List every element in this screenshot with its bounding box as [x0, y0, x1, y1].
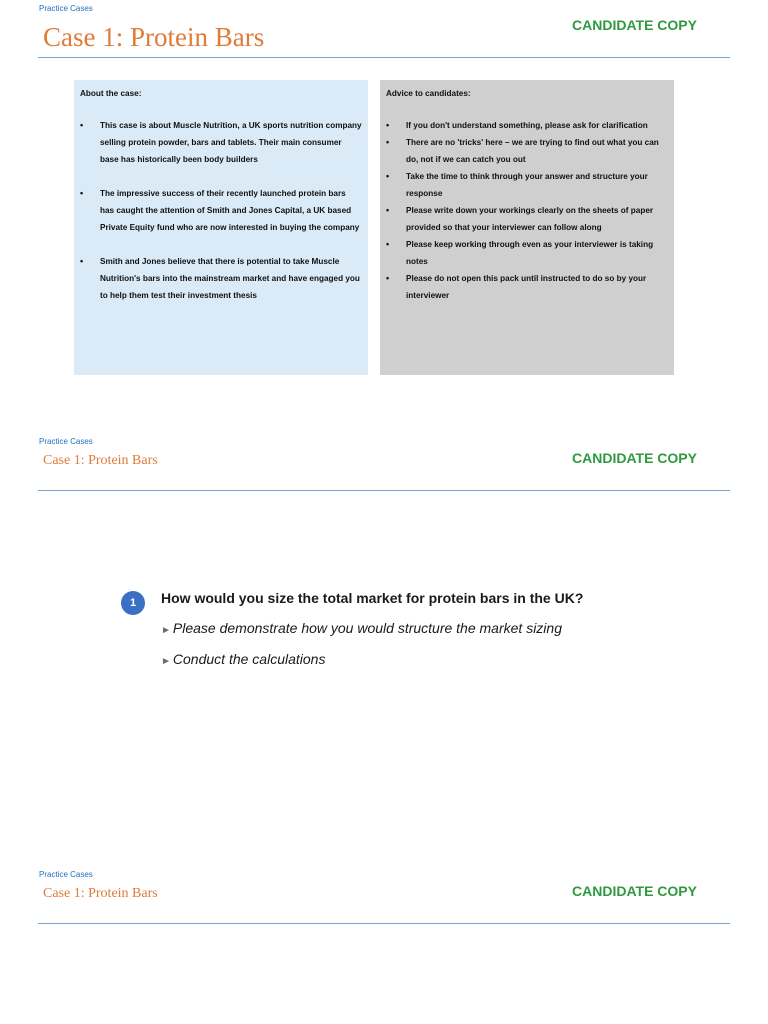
header-divider: [38, 490, 730, 491]
candidate-copy-label: CANDIDATE COPY: [572, 883, 697, 899]
case-title: Case 1: Protein Bars: [43, 453, 158, 468]
header-divider: [38, 923, 730, 924]
bullet-icon: •: [386, 120, 390, 130]
list-item: [386, 236, 668, 270]
bullet-icon: •: [386, 137, 390, 147]
subpoint-text: Conduct the calculations: [172, 651, 326, 667]
bullet-icon: •: [80, 188, 84, 198]
list-item-text: If you don't understand something, please ask for clarification: [406, 121, 648, 130]
candidate-copy-label: CANDIDATE COPY: [572, 17, 697, 33]
list-item: [386, 168, 668, 202]
subpoint-text: Please demonstrate how you would structure the market sizing: [172, 620, 562, 636]
question-subpoint: [161, 620, 562, 636]
list-item: [80, 253, 362, 304]
question-number-badge: 1: [121, 591, 145, 615]
list-item: [80, 117, 362, 168]
practice-cases-label: Practice Cases: [39, 870, 93, 879]
case-title: Case 1: Protein Bars: [43, 22, 265, 52]
bullet-icon: •: [386, 239, 390, 249]
bullet-icon: •: [386, 171, 390, 181]
list-item-text: There are no 'tricks' here – we are trying to find out what you can do, not if we can catch you out: [406, 138, 659, 164]
bullet-icon: •: [386, 273, 390, 283]
question-subpoint: [161, 651, 325, 667]
list-item: [80, 185, 362, 236]
about-heading: About the case:: [80, 89, 142, 98]
candidate-copy-label: CANDIDATE COPY: [572, 450, 697, 466]
list-item-text: Please do not open this pack until instructed to do so by your interviewer: [406, 274, 647, 300]
advice-list: [386, 117, 668, 304]
list-item-text: The impressive success of their recently launched protein bars has caught the attention of Smith and Jones Capital, a UK based Private Equity fund who are now interested in buying the company: [100, 189, 360, 232]
about-list: [80, 117, 362, 304]
list-item-text: Please keep working through even as your interviewer is taking notes: [406, 240, 654, 266]
about-the-case-box: [74, 80, 368, 375]
case-title: Case 1: Protein Bars: [43, 886, 158, 901]
question-text: How would you size the total market for protein bars in the UK?: [161, 590, 584, 606]
list-item: [386, 202, 668, 236]
practice-cases-label: Practice Cases: [39, 437, 93, 446]
bullet-icon: •: [80, 256, 84, 266]
advice-heading: Advice to candidates:: [386, 89, 471, 98]
list-item-text: Take the time to think through your answer and structure your response: [406, 172, 648, 198]
practice-cases-label: Practice Cases: [39, 4, 93, 13]
arrow-icon: ►: [161, 625, 171, 636]
header-divider: [38, 57, 730, 58]
bullet-icon: •: [386, 205, 390, 215]
list-item-text: Please write down your workings clearly on the sheets of paper provided so that your interviewer can follow along: [406, 206, 654, 232]
list-item: [386, 134, 668, 168]
advice-to-candidates-box: [380, 80, 674, 375]
list-item-text: Smith and Jones believe that there is potential to take Muscle Nutrition's bars into the mainstream market and have engaged you to help them test their investment thesis: [100, 257, 360, 300]
list-item: [386, 117, 668, 134]
list-item-text: This case is about Muscle Nutrition, a UK sports nutrition company selling protein powder, bars and tablets. Their main consumer base has historically been body builders: [100, 121, 362, 164]
arrow-icon: ►: [161, 656, 171, 667]
list-item: [386, 270, 668, 304]
bullet-icon: •: [80, 120, 84, 130]
